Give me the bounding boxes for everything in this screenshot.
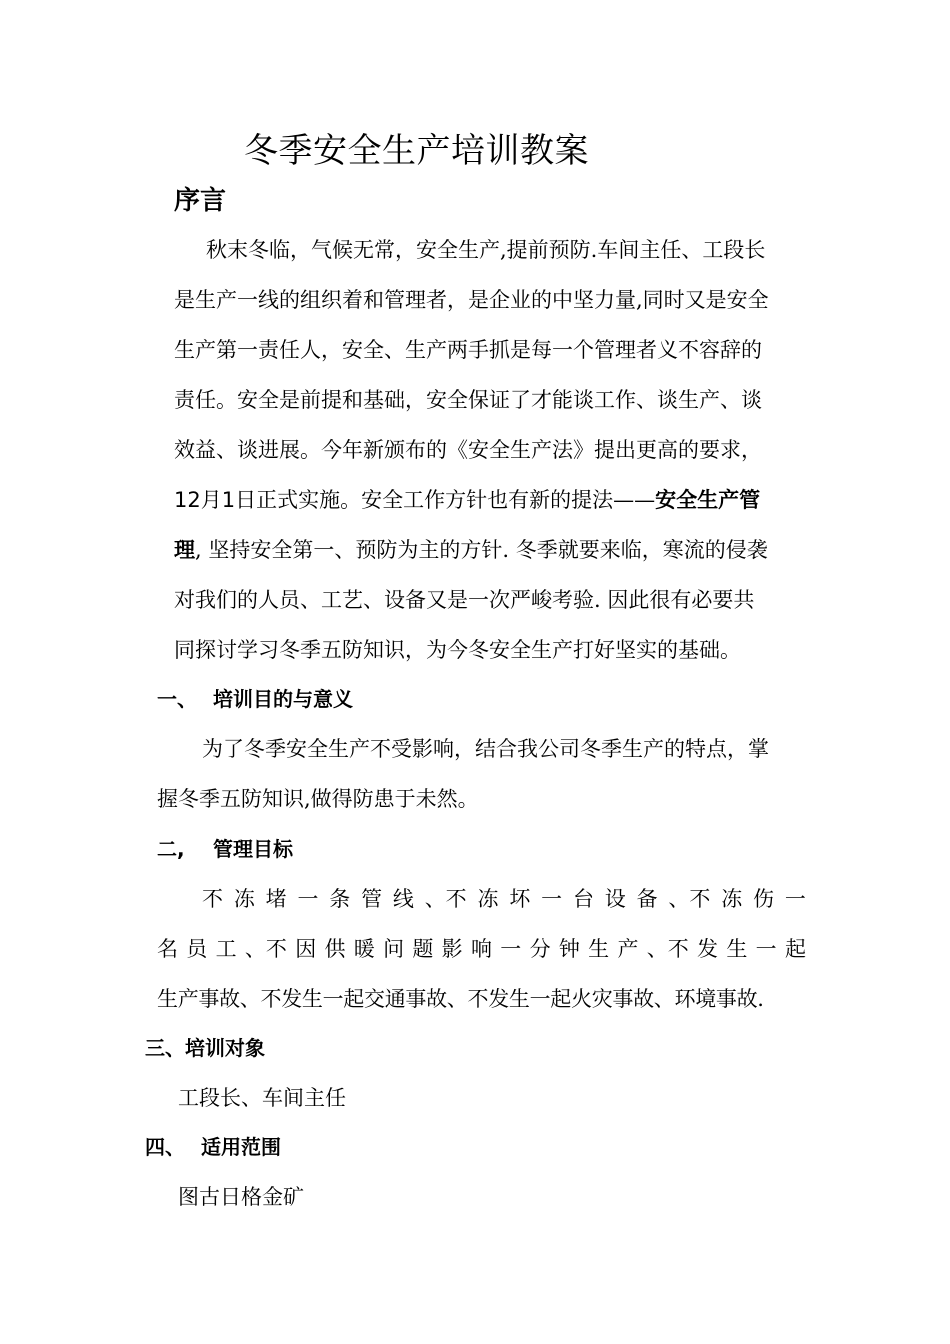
section-3-content: 工段长、车间主任 (178, 1086, 346, 1110)
section-1-line-2: 握冬季五防知识,做得防患于未然。 (157, 787, 479, 811)
section-2-line-2-char: 供 (324, 937, 346, 961)
effective-date: 12月1日 (174, 488, 257, 512)
section-2-line-1-char: 台 (572, 887, 594, 911)
section-2-line-1-char: 冻 (477, 887, 499, 911)
section-2-line-2-char: 钟 (558, 937, 580, 961)
section-2-line-1-char: 一 (541, 887, 563, 911)
preface-heading: 序言 (174, 186, 227, 216)
section-2-line-1-char: 冻 (233, 887, 255, 911)
section-2-line-2-char: 影 (441, 937, 463, 961)
section-2-line-2-char: 一 (755, 937, 777, 961)
section-1-number: 一、 (157, 687, 197, 711)
section-2-line-1-char: 伤 (753, 887, 774, 911)
section-2-line-2-char: 暖 (353, 937, 375, 961)
preface-line-1: 秋末冬临，气候无常，安全生产,提前预防.车间主任、工段长 (206, 238, 766, 262)
section-2-line-1-char: 一 (297, 887, 319, 911)
section-4-title: 适用范围 (201, 1135, 281, 1159)
section-2-line-2-char: 员 (186, 937, 208, 961)
section-2-line-1-char: 备 (636, 887, 658, 911)
section-2-line-2-char: 工 (215, 937, 237, 961)
policy-bold-part-2: 理 (174, 538, 195, 562)
section-1-heading (157, 684, 353, 714)
section-3-heading: 三、培训对象 (145, 1036, 265, 1060)
section-2-line-2-char: 、不 (646, 937, 689, 961)
section-2-line-3: 生产事故、不发生一起交通事故、不发生一起火灾事故、环境事故. (157, 987, 764, 1011)
section-1-title: 培训目的与意义 (213, 687, 353, 711)
document-title: 冬季安全生产培训教案 (244, 131, 589, 171)
preface-line-7-text: , 坚持安全第一、预防为主的方针. 冬季就要来临，寒流的侵袭 (195, 538, 768, 562)
section-2-line-1-char: 、不 (668, 887, 711, 911)
section-2-line-2-char: 名 (157, 937, 178, 961)
section-2-line-2-char: 生 (588, 937, 610, 961)
section-2-line-2-char: 发 (697, 937, 719, 961)
section-1-line-1: 为了冬季安全生产不受影响，结合我公司冬季生产的特点，掌 (202, 737, 769, 761)
section-2-line-1 (202, 884, 806, 914)
section-2-line-1-char: 管 (361, 887, 383, 911)
preface-line-9: 同探讨学习冬季五防知识，为今冬安全生产打好坚实的基础。 (174, 638, 741, 662)
preface-line-4: 责任。安全是前提和基础，安全保证了才能谈工作、谈生产、谈 (174, 388, 762, 412)
preface-line-8: 对我们的人员、工艺、设备又是一次严峻考验. 因此很有必要共 (174, 588, 755, 612)
section-2-line-1-char: 一 (784, 887, 806, 911)
preface-line-5: 效益、谈进展。今年新颁布的《安全生产法》提出更高的要求， (174, 438, 762, 462)
section-2-line-2-char: 问 (383, 937, 405, 961)
section-2-line-1-char: 不 (202, 887, 223, 911)
section-2-line-2-char: 题 (412, 937, 434, 961)
section-2-number: 二, (157, 837, 185, 861)
preface-line-6-text: 正式实施。安全工作方针也有新的提法—— (256, 488, 656, 512)
section-2-title: 管理目标 (213, 837, 293, 861)
preface-line-7 (174, 535, 768, 565)
section-2-heading (157, 834, 293, 864)
section-2-line-2-char: 一 (500, 937, 522, 961)
section-2-line-2-char: 分 (529, 937, 551, 961)
section-2-line-1-char: 线 (392, 887, 414, 911)
preface-line-6 (174, 485, 760, 515)
section-2-line-2 (157, 934, 806, 964)
section-2-line-2-char: 、不 (244, 937, 287, 961)
section-2-line-1-char: 坏 (509, 887, 531, 911)
section-4-number: 四、 (145, 1135, 185, 1159)
section-2-line-1-char: 冻 (721, 887, 743, 911)
section-2-line-2-char: 产 (617, 937, 639, 961)
section-4-content: 图古日格金矿 (178, 1185, 304, 1209)
policy-bold-part-1: 安全生产管 (655, 488, 761, 512)
preface-line-2: 是生产一线的组织着和管理者，是企业的中坚力量,同时又是安全 (174, 288, 769, 312)
section-2-line-1-char: 堵 (265, 887, 287, 911)
section-2-line-1-char: 、不 (424, 887, 467, 911)
section-2-line-1-char: 条 (329, 887, 351, 911)
section-2-line-2-char: 因 (295, 937, 317, 961)
section-2-line-2-char: 响 (470, 937, 492, 961)
preface-line-3: 生产第一责任人，安全、生产两手抓是每一个管理者义不容辞的 (174, 338, 762, 362)
section-2-line-2-char: 生 (726, 937, 748, 961)
section-4-heading (145, 1132, 281, 1162)
section-2-line-1-char: 设 (604, 887, 626, 911)
section-2-line-2-char: 起 (784, 937, 806, 961)
